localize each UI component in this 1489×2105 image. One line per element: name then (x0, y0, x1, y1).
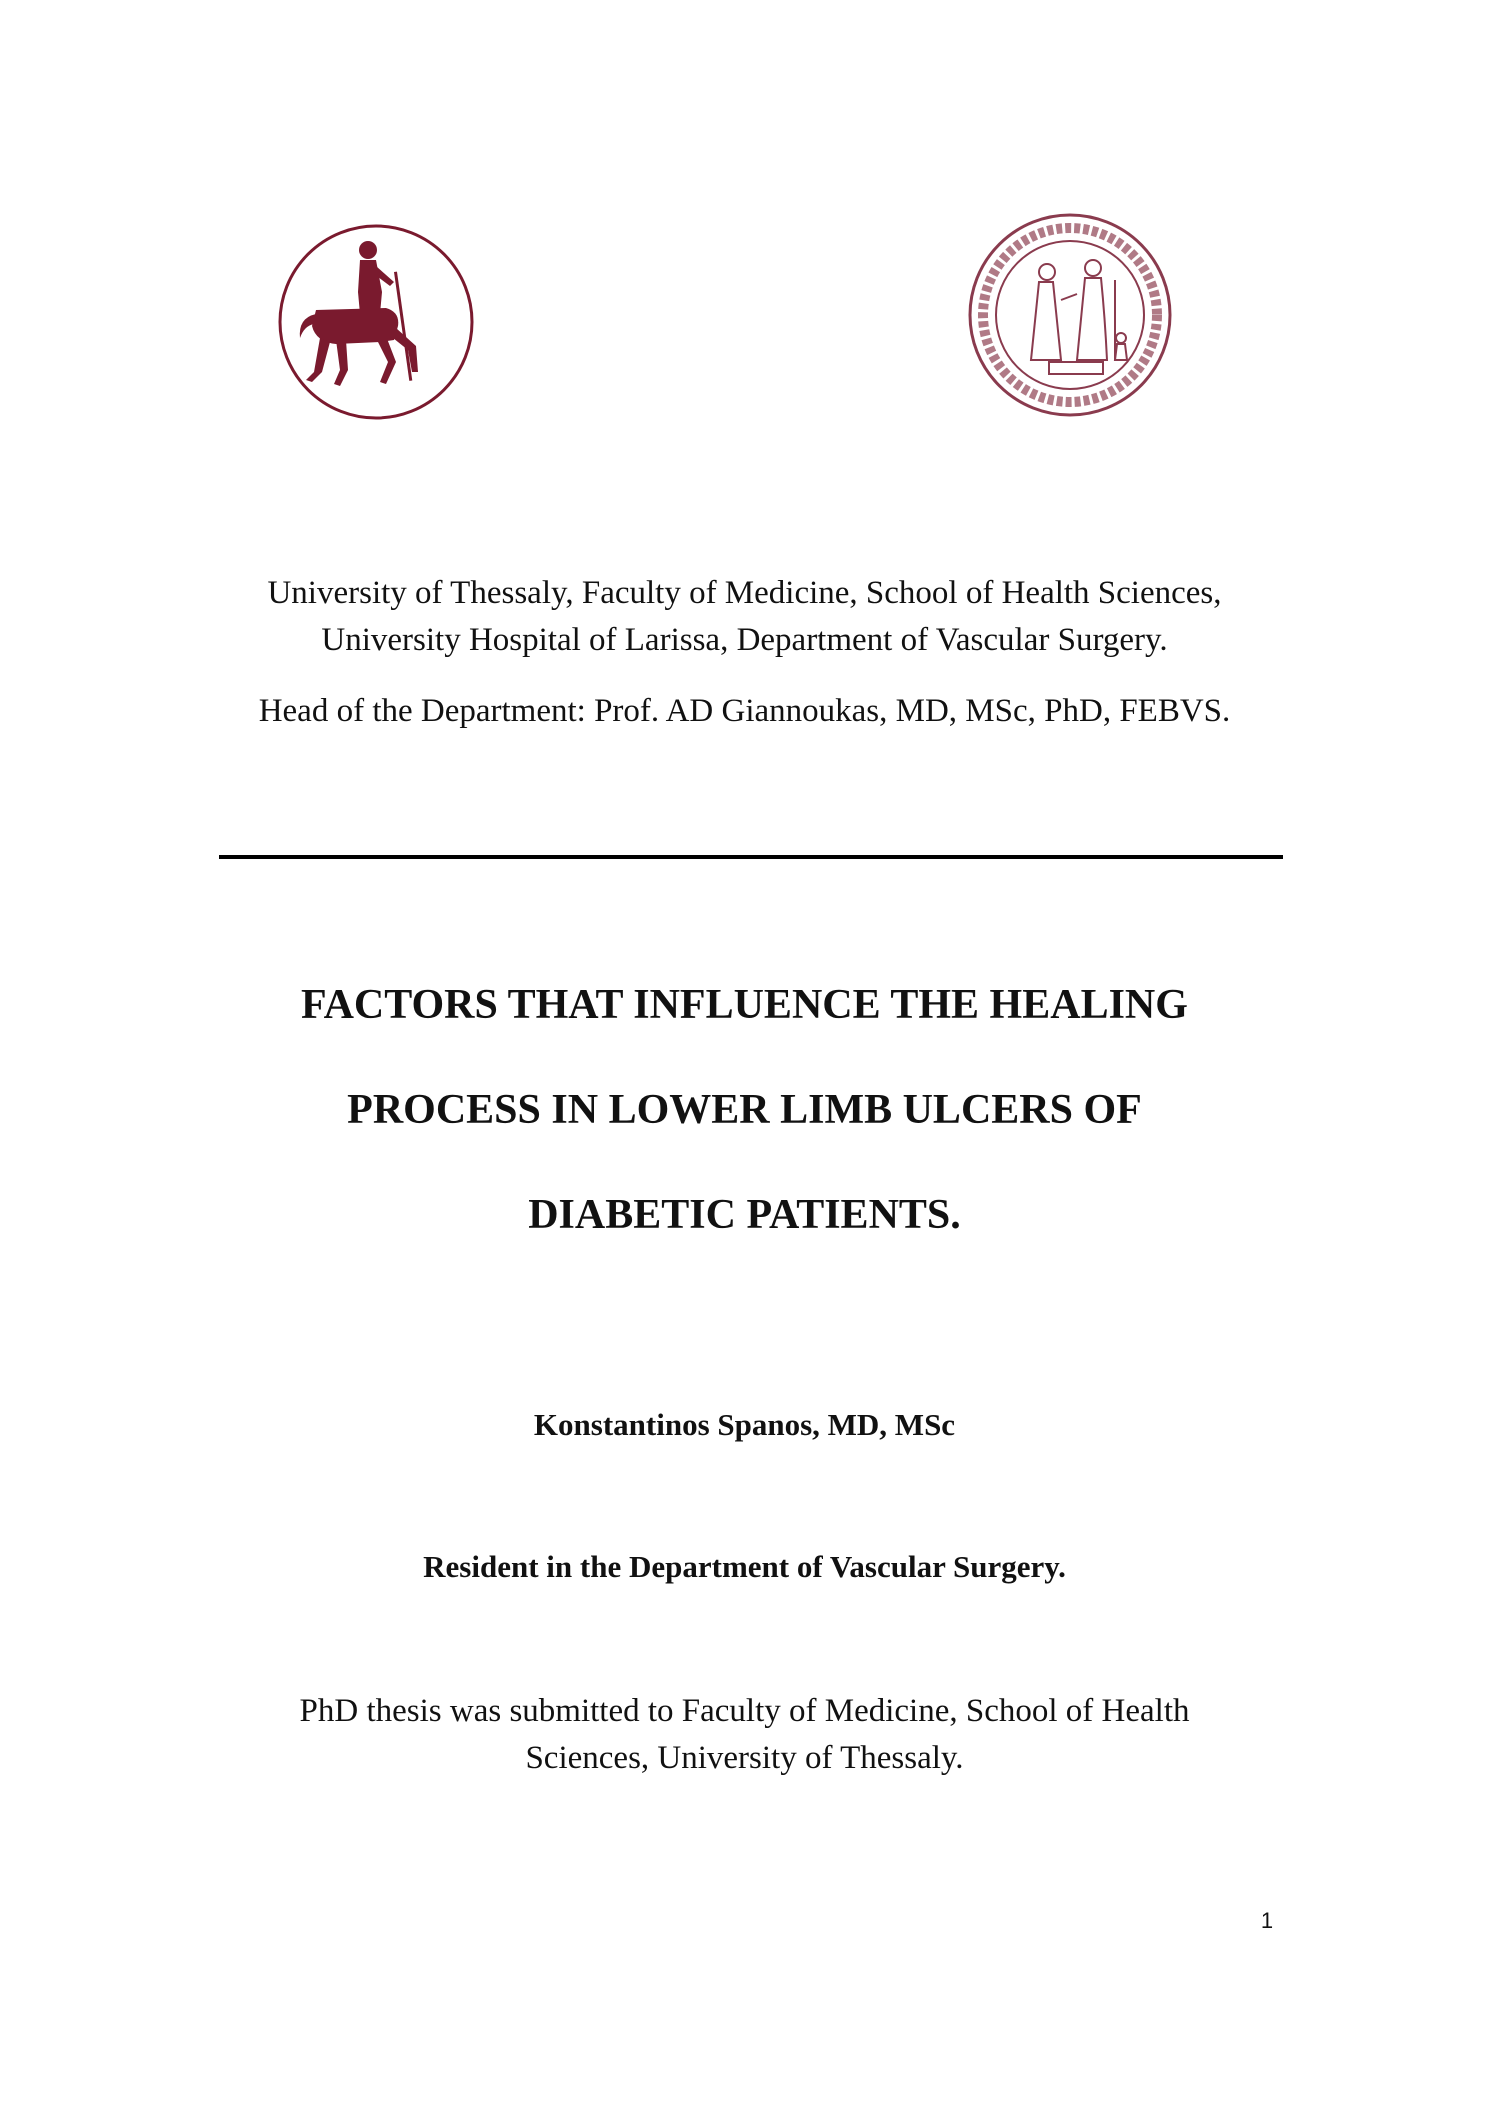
centaur-logo-icon (276, 222, 476, 422)
submission-line: PhD thesis was submitted to Faculty of Medicine, School of Health (299, 1693, 1190, 1729)
thesis-title-line-1: FACTORS THAT INFLUENCE THE HEALING (301, 982, 1188, 1028)
department-line: University Hospital of Larissa, Department of Vascular Surgery. (321, 622, 1168, 658)
medical-school-seal (965, 210, 1175, 420)
author-position: Resident in the Department of Vascular Surgery. (423, 1549, 1066, 1584)
institution-line: University of Thessaly, Faculty of Medicine, School of Health Sciences, (267, 575, 1222, 611)
submission-line: Sciences, University of Thessaly. (525, 1740, 964, 1776)
head-of-department: Head of the Department: Prof. AD Giannoukas, MD, MSc, PhD, FEBVS. (258, 693, 1231, 729)
page-number: 1 (1260, 1908, 1274, 1933)
institution-block (0, 570, 1489, 664)
medical-school-seal-icon (965, 210, 1175, 420)
submission-statement (0, 1688, 1489, 1782)
university-logo (276, 222, 476, 422)
author-name: Konstantinos Spanos, MD, MSc (533, 1407, 956, 1442)
divider-rule (219, 855, 1283, 859)
thesis-title-line-3: DIABETIC PATIENTS. (528, 1192, 961, 1238)
thesis-title-line-2: PROCESS IN LOWER LIMB ULCERS OF (347, 1087, 1142, 1133)
